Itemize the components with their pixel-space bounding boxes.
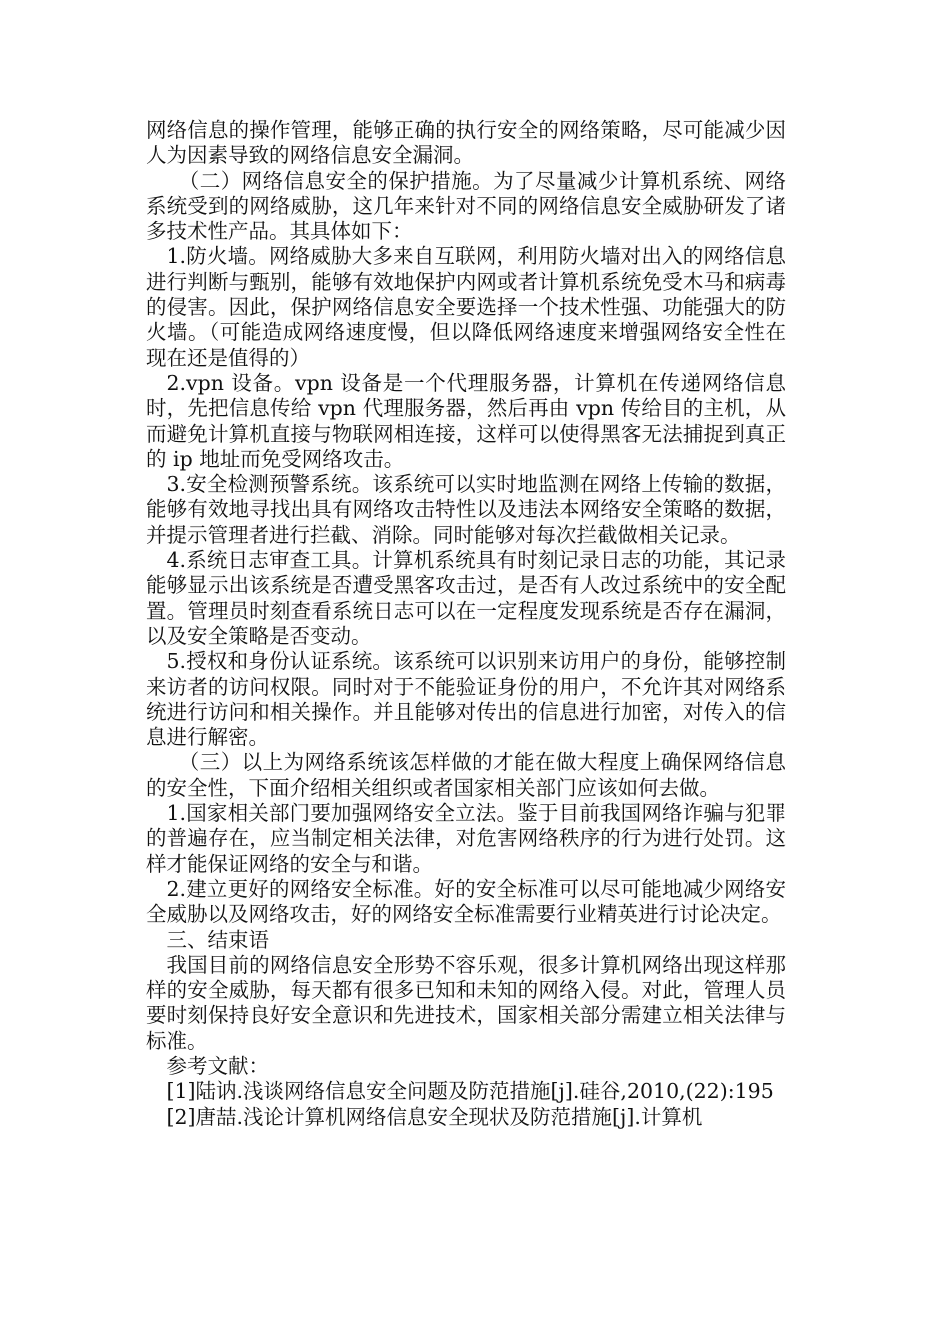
section-government-measures: （三）以上为网络系统该怎样做的才能在做大程度上确保网络信息的安全性，下面介绍相关组织或者国家相关部门应该如何去做。 [146, 750, 786, 800]
item-firewall: 1.防火墙。网络威胁大多来自互联网，利用防火墙对出入的网络信息进行判断与甄别，能够有效地保护内网或者计算机系统免受木马和病毒的侵害。因此，保护网络信息安全要选择一个技术性强、功能强大的防火墙。（可能造成网络速度慢，但以降低网络速度来增强网络安全性在现在还是值得的） [146, 244, 786, 370]
section-heading-conclusion: 三、结束语 [166, 927, 269, 952]
conclusion-paragraph: 我国目前的网络信息安全形势不容乐观，很多计算机网络出现这样那样的安全威胁，每天都有很多已知和未知的网络入侵。对此，管理人员要时刻保持良好安全意识和先进技术，国家相关部分需建立相关法律与标准。 [146, 952, 786, 1053]
paragraph-continuation: 网络信息的操作管理，能够正确的执行安全的网络策略，尽可能减少因人为因素导致的网络信息安全漏洞。 [146, 118, 786, 168]
section-protection-measures: （二）网络信息安全的保护措施。为了尽量减少计算机系统、网络系统受到的网络威胁，这几年来针对不同的网络信息安全威胁研发了诸多技术性产品。其具体如下： [146, 168, 786, 244]
reference-item: [1]陆讷.浅谈网络信息安全问题及防范措施[j].硅谷,2010,(22):195 [166, 1079, 774, 1104]
references-heading: 参考文献： [166, 1053, 269, 1078]
reference-item: [2]唐喆.浅论计算机网络信息安全现状及防范措施[j].计算机 [166, 1104, 703, 1129]
item-system-log-audit: 4.系统日志审查工具。计算机系统具有时刻记录日志的功能，其记录能够显示出该系统是否遭受黑客攻击过，是否有人改过系统中的安全配置。管理员时刻查看系统日志可以在一定程度发现系统是否存在漏洞，以及安全策略是否变动。 [146, 548, 786, 648]
article-body [146, 118, 786, 1130]
item-authorization-auth: 5.授权和身份认证系统。该系统可以识别来访用户的身份，能够控制来访者的访问权限。同时对于不能验证身份的用户，不允许其对网络系统进行访问和相关操作。并且能够对传出的信息进行加密，对传入的信息进行解密。 [146, 649, 786, 750]
item-security-detection: 3.安全检测预警系统。该系统可以实时地监测在网络上传输的数据，能够有效地寻找出具有网络攻击特性以及违法本网络安全策略的数据，并提示管理者进行拦截、消除。同时能够对每次拦截做相关记录。 [146, 472, 786, 547]
item-security-standards: 2.建立更好的网络安全标准。好的安全标准可以尽可能地减少网络安全威胁以及网络攻击，好的网络安全标准需要行业精英进行讨论决定。 [146, 876, 786, 927]
item-vpn-device: 2.vpn 设备。vpn 设备是一个代理服务器，计算机在传递网络信息时，先把信息传给 vpn 代理服务器，然后再由 vpn 传给目的主机，从而避免计算机直接与物联网相连接，这样可以使得黑客无法捕捉到真正的 ip 地址而免受网络攻击。 [146, 370, 786, 471]
item-legislation: 1.国家相关部门要加强网络安全立法。鉴于目前我国网络诈骗与犯罪的普遍存在，应当制定相关法律，对危害网络秩序的行为进行处罚。这样才能保证网络的安全与和谐。 [146, 801, 786, 876]
